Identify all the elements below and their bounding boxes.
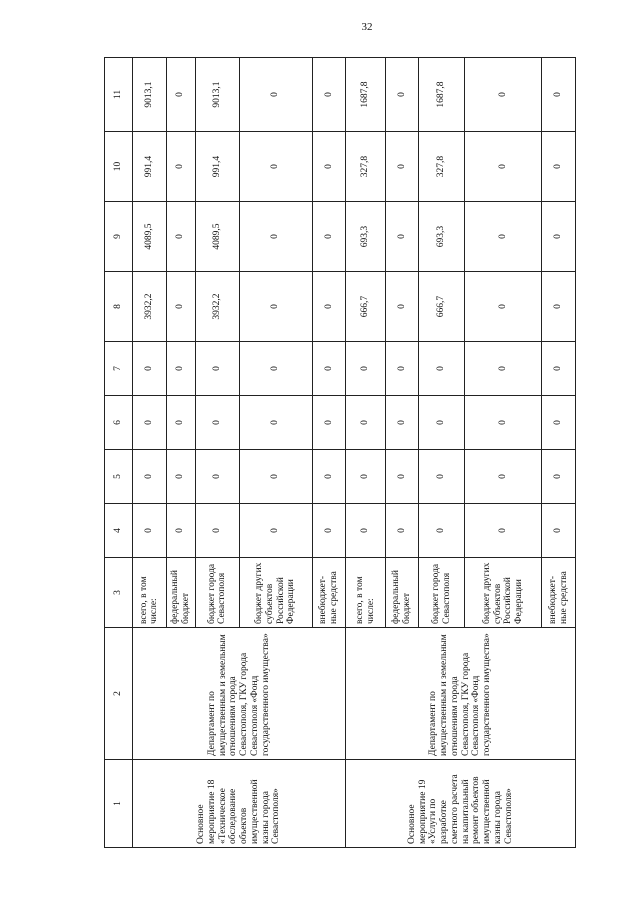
funding-source-cell: бюджет других субъектов Российской Федерации: [465, 558, 542, 628]
budget-table: [104, 57, 576, 848]
value-cell: 0: [346, 450, 386, 504]
funding-source-cell: федеральный бюджет: [385, 558, 418, 628]
value-cell: 0: [385, 272, 418, 342]
value-cell: 0: [385, 58, 418, 132]
value-cell: 0: [542, 202, 576, 272]
value-cell: 0: [195, 504, 239, 558]
value-cell: 0: [385, 450, 418, 504]
value-cell: 0: [385, 202, 418, 272]
header-cell: 4: [105, 504, 133, 558]
value-cell: 0: [312, 132, 345, 202]
value-cell: 0: [133, 342, 166, 396]
value-cell: 0: [542, 272, 576, 342]
value-cell: 0: [239, 272, 312, 342]
value-cell: 3932,2: [195, 272, 239, 342]
value-cell: 693,3: [419, 202, 465, 272]
value-cell: 9013,1: [195, 58, 239, 132]
value-cell: 0: [312, 504, 345, 558]
value-cell: 0: [239, 202, 312, 272]
executor-cell: Департамент по имущественным и земельным отношениям города Севастополя, ГКУ города Севастополя «Фонд государственного имущества»: [346, 628, 576, 760]
value-cell: 0: [419, 450, 465, 504]
value-cell: 0: [542, 396, 576, 450]
value-cell: 0: [166, 396, 195, 450]
header-cell: 9: [105, 202, 133, 272]
value-cell: 0: [542, 132, 576, 202]
value-cell: 1687,8: [346, 58, 386, 132]
value-cell: 0: [312, 342, 345, 396]
funding-source-cell: внебюджет-ные средства: [312, 558, 345, 628]
page-number: 32: [361, 21, 373, 33]
value-cell: 3932,2: [133, 272, 166, 342]
value-cell: 0: [542, 342, 576, 396]
value-cell: 0: [385, 342, 418, 396]
header-cell: 3: [105, 558, 133, 628]
value-cell: 0: [239, 132, 312, 202]
value-cell: 0: [133, 396, 166, 450]
header-cell: 7: [105, 342, 133, 396]
header-cell: 5: [105, 450, 133, 504]
header-cell: 6: [105, 396, 133, 450]
funding-source-cell: внебюджет-ные средства: [542, 558, 576, 628]
value-cell: 327,8: [419, 132, 465, 202]
value-cell: 0: [312, 202, 345, 272]
value-cell: 0: [195, 450, 239, 504]
header-cell: 11: [105, 58, 133, 132]
funding-source-cell: всего, в том числе:: [346, 558, 386, 628]
value-cell: 693,3: [346, 202, 386, 272]
value-cell: 4089,5: [195, 202, 239, 272]
value-cell: 0: [166, 450, 195, 504]
value-cell: 0: [465, 132, 542, 202]
value-cell: 0: [465, 450, 542, 504]
header-cell: 2: [105, 628, 133, 760]
value-cell: 0: [239, 396, 312, 450]
value-cell: 0: [166, 342, 195, 396]
value-cell: 0: [465, 504, 542, 558]
value-cell: 0: [312, 58, 345, 132]
value-cell: 0: [419, 342, 465, 396]
value-cell: 0: [419, 396, 465, 450]
value-cell: 0: [166, 504, 195, 558]
value-cell: 0: [195, 342, 239, 396]
value-cell: 0: [239, 504, 312, 558]
value-cell: 0: [166, 202, 195, 272]
value-cell: 0: [465, 202, 542, 272]
value-cell: 0: [166, 272, 195, 342]
value-cell: 4089,5: [133, 202, 166, 272]
funding-source-cell: федеральный бюджет: [166, 558, 195, 628]
value-cell: 0: [465, 58, 542, 132]
value-cell: 991,4: [133, 132, 166, 202]
value-cell: 0: [195, 396, 239, 450]
value-cell: 0: [385, 396, 418, 450]
value-cell: 0: [419, 504, 465, 558]
table-row: [346, 58, 386, 848]
header-cell: 10: [105, 132, 133, 202]
value-cell: 0: [239, 58, 312, 132]
value-cell: 0: [312, 272, 345, 342]
value-cell: 0: [239, 450, 312, 504]
value-cell: 0: [312, 396, 345, 450]
header-row: [105, 58, 133, 848]
value-cell: 0: [465, 396, 542, 450]
value-cell: 0: [542, 58, 576, 132]
value-cell: 0: [542, 504, 576, 558]
value-cell: 327,8: [346, 132, 386, 202]
value-cell: 0: [312, 450, 345, 504]
value-cell: 991,4: [195, 132, 239, 202]
table-row: [133, 58, 166, 848]
value-cell: 0: [465, 342, 542, 396]
value-cell: 9013,1: [133, 58, 166, 132]
value-cell: 1687,8: [419, 58, 465, 132]
event-name-cell: Основное мероприятие 18 «Техническое обследование объектов имущественной казны города Севастополя»: [133, 760, 346, 848]
funding-source-cell: всего, в том числе:: [133, 558, 166, 628]
funding-source-cell: бюджет других субъектов Российской Федерации: [239, 558, 312, 628]
funding-source-cell: бюджет города Севастополя: [419, 558, 465, 628]
value-cell: 0: [542, 450, 576, 504]
rotated-table-wrapper: [104, 58, 576, 848]
value-cell: 0: [166, 132, 195, 202]
value-cell: 0: [465, 272, 542, 342]
event-name-cell: Основное мероприятие 19 «Услуги по разработке сметного расчета на капитальный ремонт объектов имущественной казны города Севастополя»: [346, 760, 576, 848]
value-cell: 0: [346, 342, 386, 396]
value-cell: 0: [133, 504, 166, 558]
value-cell: 0: [385, 504, 418, 558]
header-cell: 8: [105, 272, 133, 342]
value-cell: 666,7: [419, 272, 465, 342]
value-cell: 0: [239, 342, 312, 396]
value-cell: 0: [385, 132, 418, 202]
value-cell: 0: [346, 396, 386, 450]
value-cell: 666,7: [346, 272, 386, 342]
value-cell: 0: [133, 450, 166, 504]
value-cell: 0: [166, 58, 195, 132]
funding-source-cell: бюджет города Севастополя: [195, 558, 239, 628]
executor-cell: Департамент по имущественным и земельным отношениям города Севастополя, ГКУ города Севастополя «Фонд государственного имущества»: [133, 628, 346, 760]
header-cell: 1: [105, 760, 133, 848]
value-cell: 0: [346, 504, 386, 558]
